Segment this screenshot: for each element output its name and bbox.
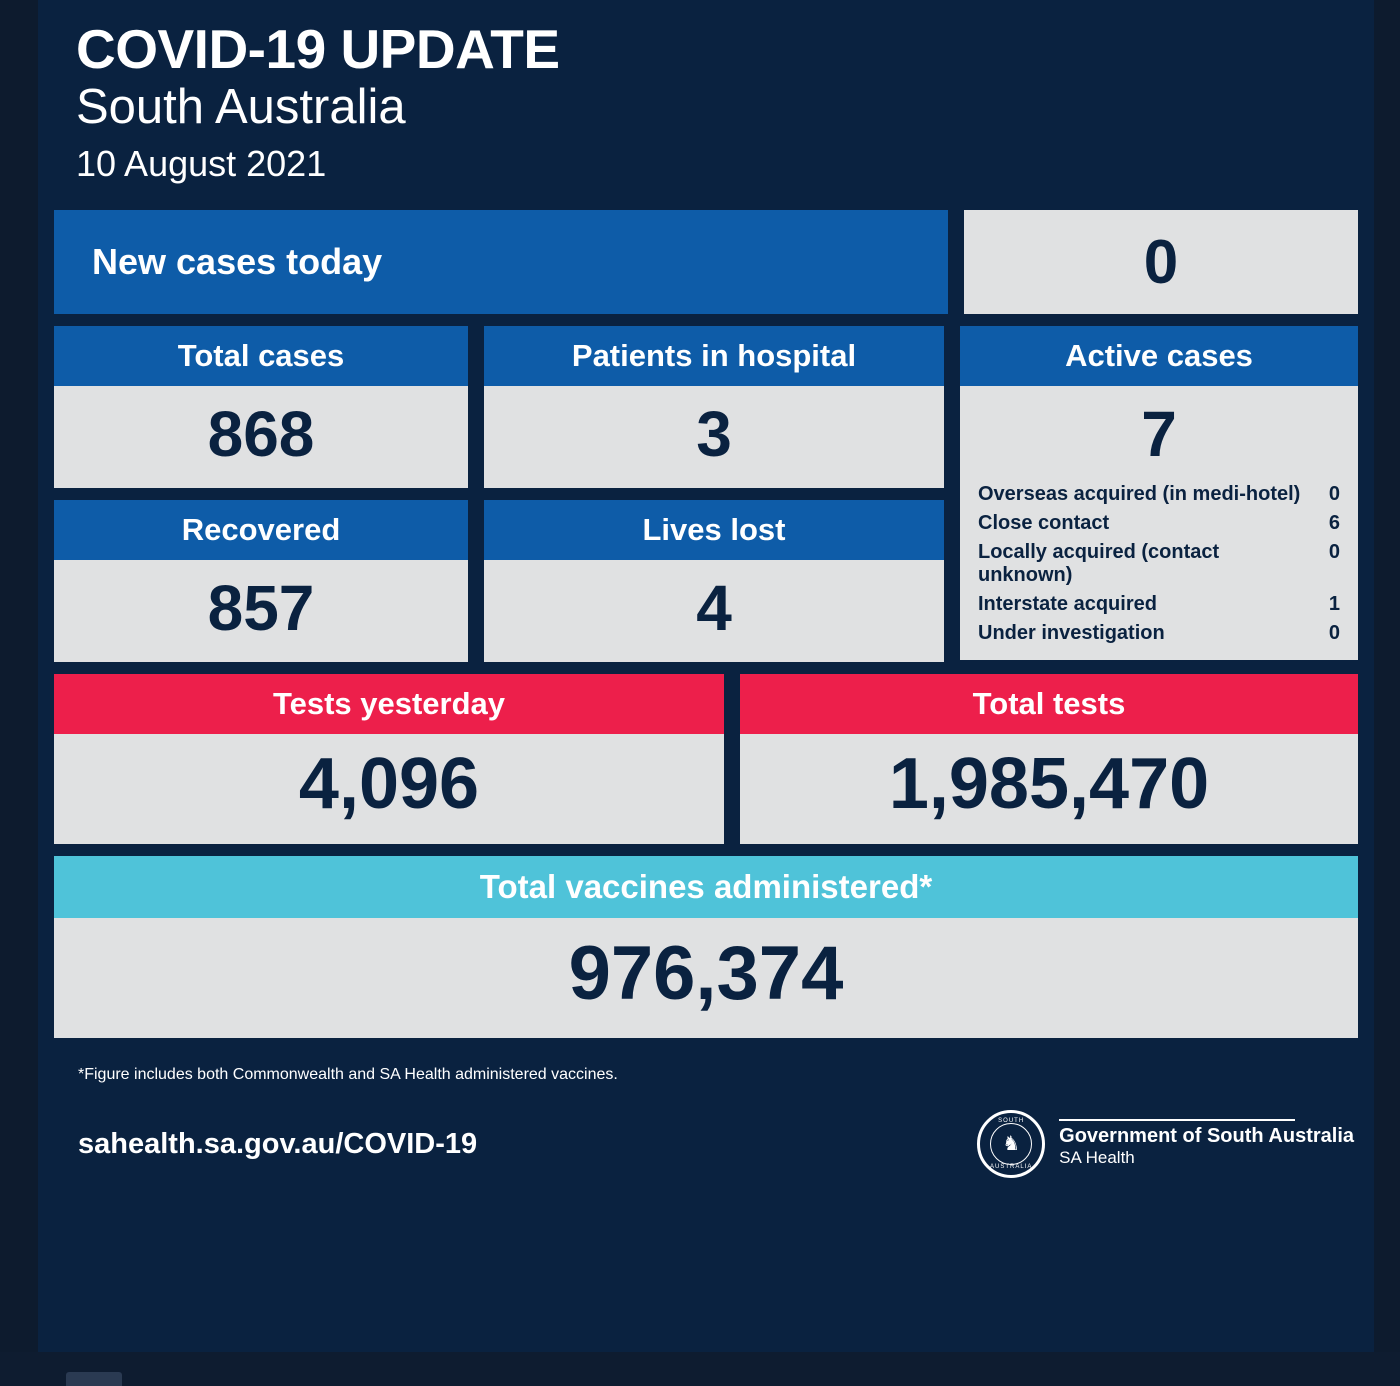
active-cases-value: 7 — [1141, 398, 1177, 470]
recovered-tile — [54, 500, 468, 662]
recovered-value: 857 — [54, 560, 468, 662]
breakdown-value: 0 — [1328, 483, 1340, 505]
new-cases-value: 0 — [964, 210, 1358, 314]
footnote: *Figure includes both Commonwealth and SA Health administered vaccines. — [78, 1066, 618, 1083]
patients-in-hospital-label: Patients in hospital — [484, 326, 944, 386]
government-text — [1059, 1119, 1354, 1169]
active-cases-label: Active cases — [960, 326, 1358, 386]
total-tests-tile — [740, 674, 1358, 844]
website-url[interactable]: sahealth.sa.gov.au/COVID-19 — [78, 1127, 478, 1160]
total-cases-value: 868 — [54, 386, 468, 488]
breakdown-row — [978, 619, 1340, 648]
window-frame-left — [0, 0, 38, 1386]
lives-lost-label: Lives lost — [484, 500, 944, 560]
window-frame-bottom — [0, 1352, 1400, 1386]
stats-grid — [54, 210, 1358, 1038]
lives-lost-tile — [484, 500, 944, 662]
total-cases-tile — [54, 326, 468, 488]
infographic-content — [38, 0, 1374, 1352]
crest-bottom-text: AUSTRALIA — [989, 1164, 1033, 1170]
total-vaccines-tile — [54, 856, 1358, 1038]
total-tests-label: Total tests — [740, 674, 1358, 734]
tests-yesterday-value: 4,096 — [54, 734, 724, 844]
middle-stat-column — [484, 326, 944, 662]
patients-in-hospital-tile — [484, 326, 944, 488]
breakdown-row — [978, 509, 1340, 538]
breakdown-row — [978, 480, 1340, 509]
breakdown-label: Overseas acquired (in medi-hotel) — [978, 483, 1301, 505]
patients-in-hospital-value: 3 — [484, 386, 944, 488]
tests-yesterday-label: Tests yesterday — [54, 674, 724, 734]
breakdown-value: 1 — [1328, 593, 1340, 615]
active-cases-breakdown — [960, 476, 1358, 660]
footer — [38, 1084, 1374, 1178]
taskbar-tab[interactable] — [66, 1372, 122, 1386]
tests-row — [54, 674, 1358, 844]
breakdown-row — [978, 538, 1340, 590]
government-name: Government of South Australia — [1059, 1124, 1354, 1147]
crest-top-text: SOUTH — [998, 1118, 1025, 1124]
total-vaccines-value: 976,374 — [54, 918, 1358, 1038]
total-cases-label: Total cases — [54, 326, 468, 386]
divider — [1059, 1119, 1295, 1121]
sa-government-crest-icon — [977, 1110, 1045, 1178]
report-date: 10 August 2021 — [76, 143, 327, 184]
left-stat-column — [54, 326, 468, 662]
recovered-label: Recovered — [54, 500, 468, 560]
breakdown-value: 6 — [1328, 512, 1340, 534]
breakdown-label: Locally acquired (contact unknown) — [978, 541, 1220, 586]
government-branding — [977, 1110, 1354, 1178]
breakdown-label: Interstate acquired — [978, 593, 1157, 615]
crest-bird-icon: ♞ — [1002, 1133, 1021, 1155]
window-frame-right — [1374, 0, 1400, 1386]
active-cases-tile — [960, 326, 1358, 662]
new-cases-label: New cases today — [54, 210, 948, 314]
breakdown-row — [978, 590, 1340, 619]
new-cases-row — [54, 210, 1358, 314]
lives-lost-value: 4 — [484, 560, 944, 662]
vaccines-row — [54, 856, 1358, 1038]
header — [38, 0, 1374, 182]
main-stats-row — [54, 326, 1358, 662]
breakdown-label: Close contact — [978, 512, 1110, 534]
breakdown-label: Under investigation — [978, 622, 1165, 644]
page-title: COVID-19 UPDATE — [76, 18, 560, 80]
breakdown-value: 0 — [1328, 541, 1340, 563]
total-vaccines-label: Total vaccines administered* — [54, 856, 1358, 918]
active-cases-panel — [960, 386, 1358, 660]
breakdown-value: 0 — [1328, 622, 1340, 644]
page-subtitle: South Australia — [76, 80, 406, 134]
tests-yesterday-tile — [54, 674, 724, 844]
department-name: SA Health — [1059, 1147, 1135, 1167]
total-tests-value: 1,985,470 — [740, 734, 1358, 844]
